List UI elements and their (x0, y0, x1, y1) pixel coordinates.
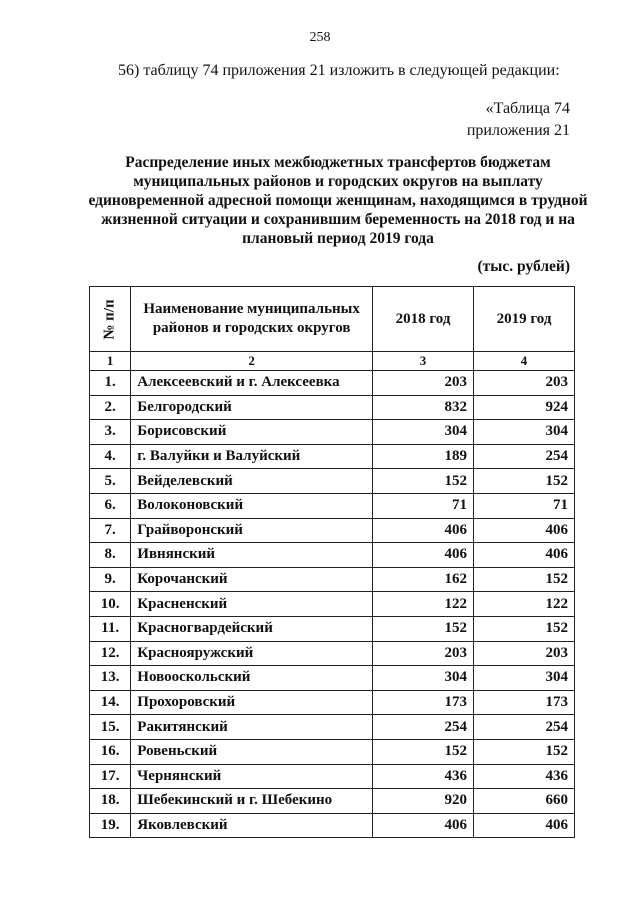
row-value-2018: 254 (373, 715, 474, 740)
row-value-2018: 152 (373, 739, 474, 764)
table-row (90, 493, 575, 518)
table-row (90, 395, 575, 420)
column-index: 1 (90, 352, 131, 371)
table-reference-line1: «Таблица 74 (485, 100, 570, 117)
row-value-2019: 122 (474, 592, 575, 617)
row-value-2019: 152 (474, 567, 575, 592)
row-name: Грайворонский (131, 518, 373, 543)
row-value-2018: 304 (373, 666, 474, 691)
units-label: (тыс. рублей) (477, 258, 570, 275)
table-row (90, 764, 575, 789)
row-name: Красненский (131, 592, 373, 617)
page-number: 258 (309, 30, 331, 45)
row-name: Чернянский (131, 764, 373, 789)
row-value-2018: 436 (373, 764, 474, 789)
row-name: Прохоровский (131, 690, 373, 715)
row-value-2018: 152 (373, 469, 474, 494)
header-name: Наименование муниципальных районов и городских округов (131, 287, 373, 352)
column-index: 3 (373, 352, 474, 371)
table-row (90, 789, 575, 814)
row-value-2019: 304 (474, 666, 575, 691)
row-number: 17. (90, 764, 131, 789)
table-row (90, 518, 575, 543)
row-name: Ивнянский (131, 543, 373, 568)
table-row (90, 813, 575, 838)
table-row (90, 592, 575, 617)
row-value-2018: 71 (373, 493, 474, 518)
intro-text: 56) таблицу 74 приложения 21 изложить в следующей редакции: (118, 62, 560, 79)
header-number-label: № п/п (101, 298, 118, 340)
row-number: 7. (90, 518, 131, 543)
table-row (90, 690, 575, 715)
header-2019: 2019 год (474, 287, 575, 352)
row-number: 2. (90, 395, 131, 420)
row-value-2018: 304 (373, 420, 474, 445)
column-index-row (90, 352, 575, 371)
row-name: Белгородский (131, 395, 373, 420)
row-name: Вейделевский (131, 469, 373, 494)
row-value-2018: 203 (373, 371, 474, 396)
row-value-2019: 254 (474, 444, 575, 469)
row-number: 1. (90, 371, 131, 396)
row-number: 12. (90, 641, 131, 666)
row-value-2019: 71 (474, 493, 575, 518)
table-body (90, 371, 575, 838)
table-row (90, 666, 575, 691)
allocation-table (89, 286, 575, 838)
row-number: 8. (90, 543, 131, 568)
row-number: 5. (90, 469, 131, 494)
table-row (90, 543, 575, 568)
table-row (90, 444, 575, 469)
row-value-2018: 832 (373, 395, 474, 420)
table-row (90, 641, 575, 666)
row-value-2019: 203 (474, 371, 575, 396)
row-value-2019: 436 (474, 764, 575, 789)
row-value-2019: 660 (474, 789, 575, 814)
table-row (90, 715, 575, 740)
row-number: 18. (90, 789, 131, 814)
row-value-2019: 152 (474, 739, 575, 764)
row-number: 14. (90, 690, 131, 715)
row-value-2019: 406 (474, 518, 575, 543)
row-value-2018: 406 (373, 543, 474, 568)
table-reference-line2: приложения 21 (466, 122, 570, 139)
row-number: 13. (90, 666, 131, 691)
row-value-2018: 203 (373, 641, 474, 666)
row-value-2018: 406 (373, 518, 474, 543)
row-number: 15. (90, 715, 131, 740)
row-value-2018: 920 (373, 789, 474, 814)
table-row (90, 567, 575, 592)
row-name: Волоконовский (131, 493, 373, 518)
table-row (90, 616, 575, 641)
row-name: г. Валуйки и Валуйский (131, 444, 373, 469)
column-index: 2 (131, 352, 373, 371)
row-value-2019: 406 (474, 543, 575, 568)
table-row (90, 371, 575, 396)
row-name: Корочанский (131, 567, 373, 592)
header-row (90, 287, 575, 352)
column-index: 4 (474, 352, 575, 371)
table-row (90, 420, 575, 445)
row-number: 3. (90, 420, 131, 445)
row-value-2018: 152 (373, 616, 474, 641)
row-value-2019: 406 (474, 813, 575, 838)
row-name: Новооскольский (131, 666, 373, 691)
row-value-2018: 122 (373, 592, 474, 617)
row-name: Краснояружский (131, 641, 373, 666)
row-value-2018: 162 (373, 567, 474, 592)
row-value-2018: 406 (373, 813, 474, 838)
row-number: 16. (90, 739, 131, 764)
table-row (90, 469, 575, 494)
row-number: 19. (90, 813, 131, 838)
row-name: Красногвардейский (131, 616, 373, 641)
row-value-2019: 152 (474, 616, 575, 641)
row-name: Ракитянский (131, 715, 373, 740)
row-number: 6. (90, 493, 131, 518)
row-value-2019: 203 (474, 641, 575, 666)
row-value-2019: 924 (474, 395, 575, 420)
row-name: Алексеевский и г. Алексеевка (131, 371, 373, 396)
row-value-2019: 173 (474, 690, 575, 715)
row-number: 11. (90, 616, 131, 641)
row-value-2019: 152 (474, 469, 575, 494)
table-heading: Распределение иных межбюджетных трансфертов бюджетам муниципальных районов и городских округов на выплату единовременной адресной помощи женщинам, находящимся в трудной жизненной ситуации и сохранившим беременность на 2018 год и на плановый период 2019 года (88, 154, 588, 247)
row-number: 4. (90, 444, 131, 469)
row-name: Ровеньский (131, 739, 373, 764)
row-name: Шебекинский и г. Шебекино (131, 789, 373, 814)
row-value-2019: 254 (474, 715, 575, 740)
row-name: Яковлевский (131, 813, 373, 838)
header-2018: 2018 год (373, 287, 474, 352)
row-value-2019: 304 (474, 420, 575, 445)
row-value-2018: 173 (373, 690, 474, 715)
header-number (90, 287, 131, 352)
row-name: Борисовский (131, 420, 373, 445)
row-number: 10. (90, 592, 131, 617)
table-reference (467, 98, 570, 142)
table-row (90, 739, 575, 764)
row-number: 9. (90, 567, 131, 592)
row-value-2018: 189 (373, 444, 474, 469)
